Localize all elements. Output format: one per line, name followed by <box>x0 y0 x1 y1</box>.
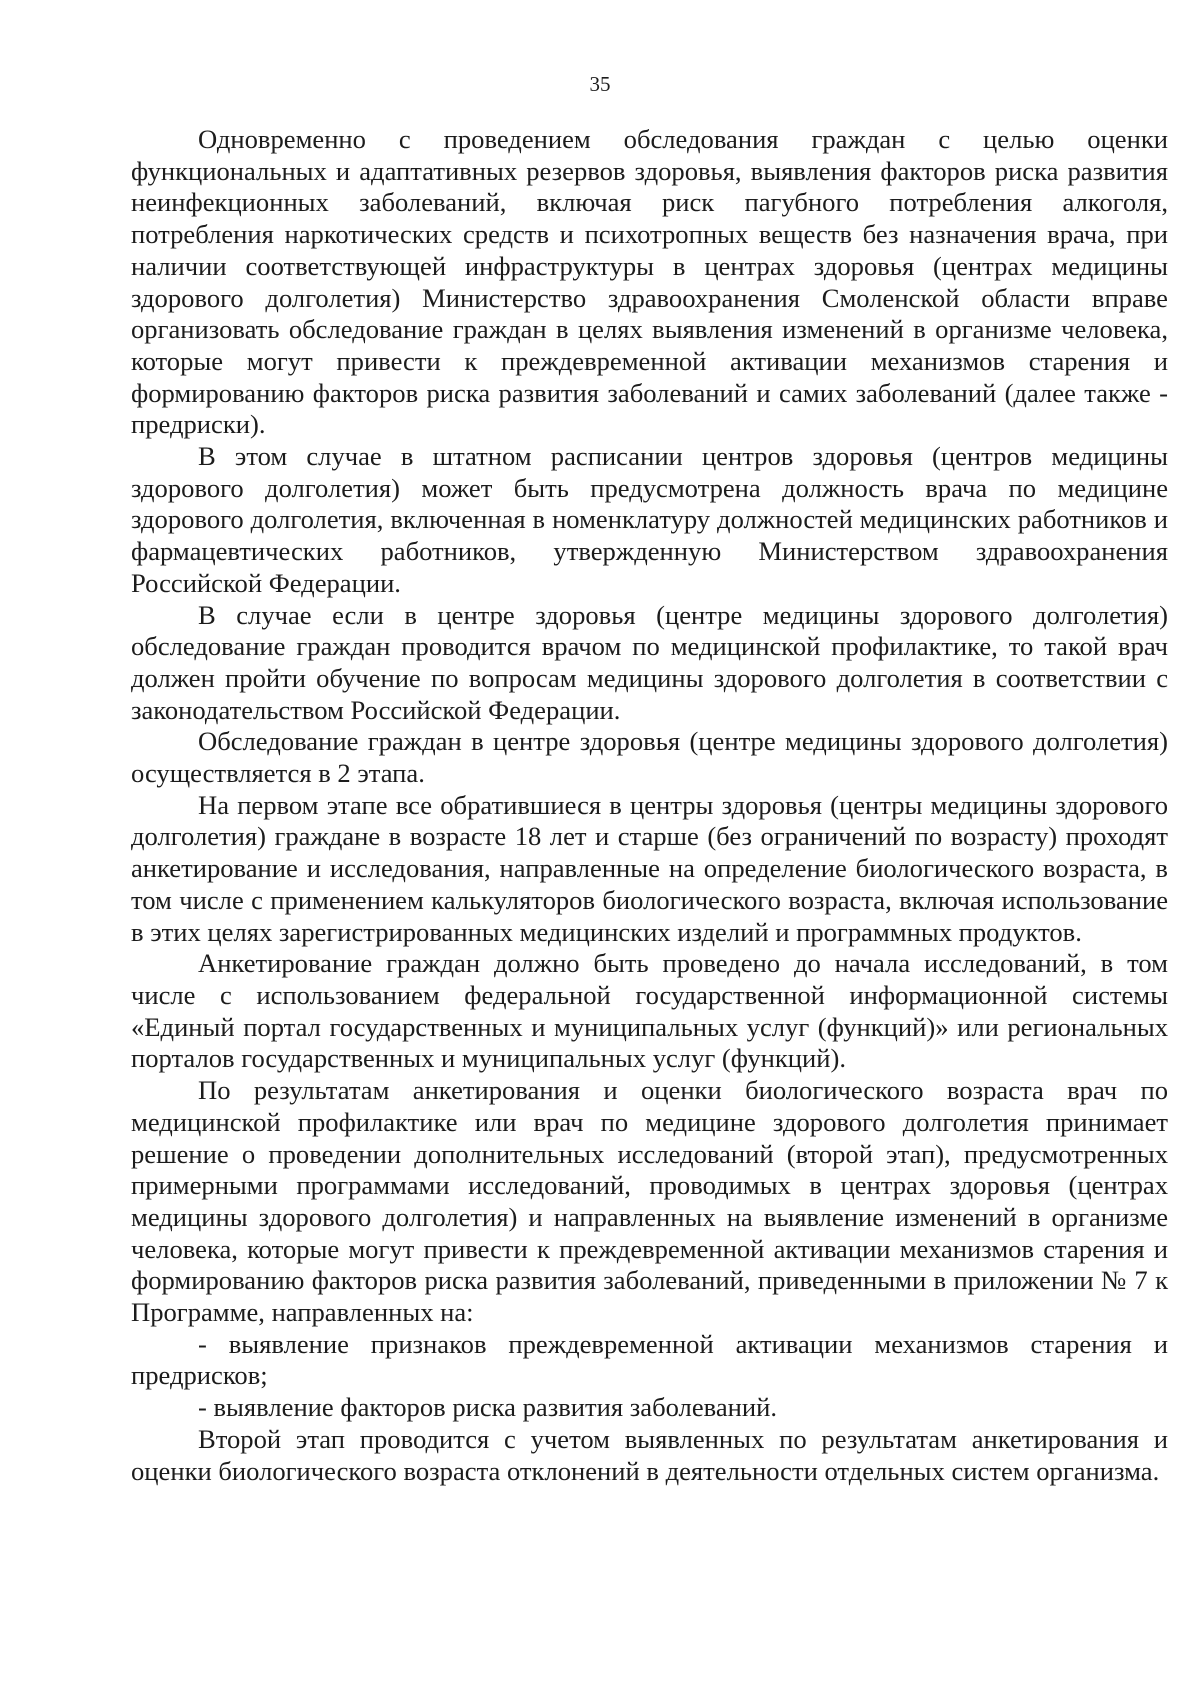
paragraph-first-stage: На первом этапе все обратившиеся в центры здоровья (центры медицины здорового долголетия) граждане в возрасте 18 лет и старше (без ограничений по возрасту) проходят анкетирование и исследования, направленные на определение биологического возраста, в том числе с применением калькуляторов биологического возраста, включая использование в этих целях зарегистрированных медицинских изделий и программных продуктов. <box>131 789 1168 947</box>
paragraph-second-stage-decision: По результатам анкетирования и оценки биологического возраста врач по медицинской профилактике или врач по медицине здорового долголетия принимает решение о проведении дополнительных исследований (второй этап), предусмотренных примерными программами исследований, проводимых в центрах здоровья (центрах медицины здорового долголетия) и направленных на выявление изменений в организме человека, которые могут привести к преждевременной активации механизмов старения и формированию факторов риска развития заболеваний, приведенными в приложении № 7 к Программе, направленных на: <box>131 1075 1168 1328</box>
list-item-premature-aging: - выявление признаков преждевременной активации механизмов старения и предрисков; <box>131 1328 1168 1391</box>
paragraph-screening-preconditions: Одновременно с проведением обследования граждан с целью оценки функциональных и адаптативных резервов здоровья, выявления факторов риска развития неинфекционных заболеваний, включая риск пагубного потребления алкоголя, потребления наркотических средств и психотропных веществ без назначения врача, при наличии соответствующей инфраструктуры в центрах здоровья (центрах медицины здорового долголетия) Министерство здравоохранения Смоленской области вправе организовать обследование граждан в целях выявления изменений в организме человека, которые могут привести к преждевременной активации механизмов старения и формированию факторов риска развития заболеваний и самих заболеваний (далее также - предриски). <box>131 124 1168 440</box>
paragraph-staff-position: В этом случае в штатном расписании центров здоровья (центров медицины здорового долголетия) может быть предусмотрена должность врача по медицине здорового долголетия, включенная в номенклатуру должностей медицинских работников и фармацевтических работников, утвержденную Министерством здравоохранения Российской Федерации. <box>131 441 1168 598</box>
paragraph-doctor-training: В случае если в центре здоровья (центре медицины здорового долголетия) обследование граждан проводится врачом по медицинской профилактике, то такой врач должен пройти обучение по вопросам медицины здорового долголетия в соответствии с законодательством Российской Федерации. <box>131 599 1168 725</box>
page-number: 35 <box>589 72 611 96</box>
document-body <box>131 124 1168 1487</box>
paragraph-second-stage-conduct: Второй этап проводится с учетом выявленных по результатам анкетирования и оценки биологического возраста отклонений в деятельности отдельных систем организма. <box>131 1423 1168 1486</box>
list-item-risk-factors: - выявление факторов риска развития заболеваний. <box>198 1392 777 1423</box>
paragraph-questionnaire: Анкетирование граждан должно быть проведено до начала исследований, в том числе с использованием федеральной государственной информационной системы «Единый портал государственных и муниципальных услуг (функций)» или региональных порталов государственных и муниципальных услуг (функций). <box>131 948 1168 1074</box>
paragraph-two-stages: Обследование граждан в центре здоровья (центре медицины здорового долголетия) осуществляется в 2 этапа. <box>131 726 1168 789</box>
